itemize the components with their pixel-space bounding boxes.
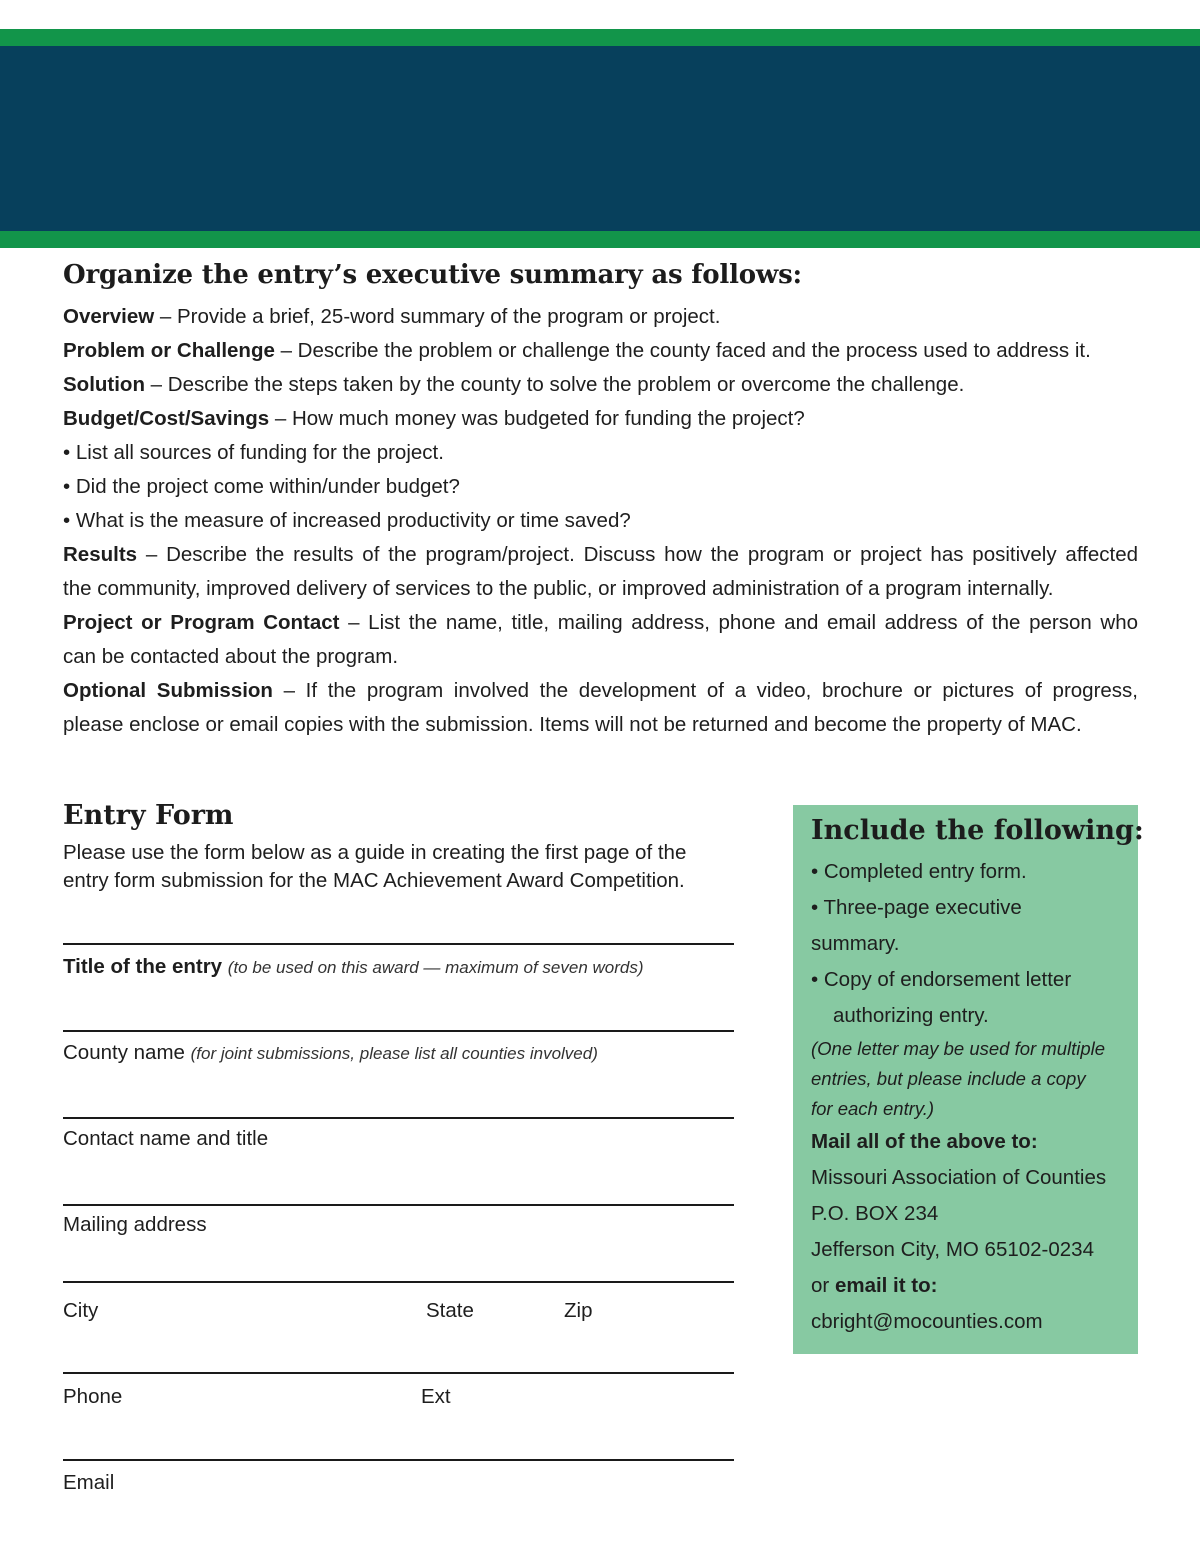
optional-line-2: please enclose or email copies with the submission. Items will not be returned and become the property of MAC. [63,713,1082,736]
budget-text: – How much money was budgeted for funding the project? [269,407,805,430]
city-line: Jefferson City, MO 65102-0234 [811,1238,1094,1261]
email-address-link[interactable]: cbright@mocounties.com [811,1310,1043,1333]
email-instruction [811,1268,1133,1304]
results-line-2: the community, improved delivery of services to the public, or improved administration of a program internally. [63,577,1054,600]
header-bottom-stripe [0,231,1200,248]
mailing-address-label: Mailing address [63,1213,207,1236]
entry-form-heading: Entry Form [63,800,234,831]
po-box: P.O. BOX 234 [811,1202,939,1225]
city-entry-line[interactable] [63,1281,734,1283]
solution-line [63,368,1138,402]
solution-label: Solution [63,373,145,396]
or-text: or [811,1274,835,1297]
email-entry-line[interactable] [63,1459,734,1461]
problem-line [63,334,1138,368]
county-entry-line[interactable] [63,1030,734,1032]
optional-text: – If the program involved the development of a video, brochure or pictures of progress, [272,679,1138,702]
budget-bullet: • What is the measure of increased productivity or time saved? [63,509,631,532]
entry-form-intro [63,839,753,895]
results-text: – Describe the results of the program/project. Discuss how the program or project has positively affected [137,543,1138,566]
optional-line [63,674,1138,708]
email-it-label: email it to: [834,1274,938,1297]
entry-intro-line: entry form submission for the MAC Achievement Award Competition. [63,869,685,892]
include-heading: Include the following: [811,815,1144,846]
mail-label [811,1124,1133,1160]
state-label: State [426,1299,474,1322]
email-label: Email [63,1471,115,1494]
results-line [63,538,1138,572]
include-list [811,854,1133,1340]
overview-text: – Provide a brief, 25-word summary of the program or project. [154,305,721,328]
county-label: County name [63,1041,185,1064]
overview-label: Overview [63,305,155,328]
header-banner [0,46,1200,231]
summary-heading: Organize the entry’s executive summary as follows: [63,260,802,290]
contact-text: – List the name, title, mailing address, phone and email address of the person who [339,611,1138,634]
title-label: Title of the entry [63,955,223,978]
contact-name-label: Contact name and title [63,1127,269,1150]
include-item: • Completed entry form. [811,860,1027,883]
header-top-stripe [0,29,1200,46]
include-item-continued: summary. [811,932,900,955]
problem-label: Problem or Challenge [63,339,275,362]
include-item-continued: authorizing entry. [833,1004,989,1027]
county-hint: (for joint submissions, please list all counties involved) [190,1044,598,1063]
city-label: City [63,1299,99,1322]
contact-entry-line[interactable] [63,1117,734,1119]
include-note: for each entry.) [811,1098,935,1119]
include-note: entries, but please include a copy [811,1068,1086,1089]
budget-bullet: • Did the project come within/under budget? [63,475,460,498]
budget-label: Budget/Cost/Savings [63,407,270,430]
county-field-label [63,1041,598,1065]
contact-line-2: can be contacted about the program. [63,645,399,668]
title-entry-line[interactable] [63,943,734,945]
budget-line [63,402,1138,436]
title-hint: (to be used on this award — maximum of seven words) [227,958,644,977]
mailing-entry-line[interactable] [63,1204,734,1206]
contact-label: Project or Program Contact [63,611,340,634]
title-field-label [63,955,644,979]
include-note: (One letter may be used for multiple [811,1038,1106,1059]
entry-intro-line: Please use the form below as a guide in creating the first page of the [63,841,687,864]
ext-label: Ext [421,1385,451,1408]
contact-line [63,606,1138,640]
overview-line [63,300,1138,334]
include-item: • Three-page executive [811,896,1022,919]
org-name: Missouri Association of Counties [811,1166,1107,1189]
solution-text: – Describe the steps taken by the county to solve the problem or overcome the challenge. [144,373,965,396]
budget-bullet: • List all sources of funding for the project. [63,441,444,464]
phone-entry-line[interactable] [63,1372,734,1374]
problem-text: – Describe the problem or challenge the county faced and the process used to address it. [274,339,1091,362]
zip-label: Zip [564,1299,593,1322]
include-item: • Copy of endorsement letter [811,968,1072,991]
include-box [793,805,1144,1354]
summary-body [63,300,1138,742]
mail-label-text: Mail all of the above to: [811,1130,1038,1153]
results-label: Results [63,543,138,566]
optional-label: Optional Submission [63,679,273,702]
phone-label: Phone [63,1385,123,1408]
